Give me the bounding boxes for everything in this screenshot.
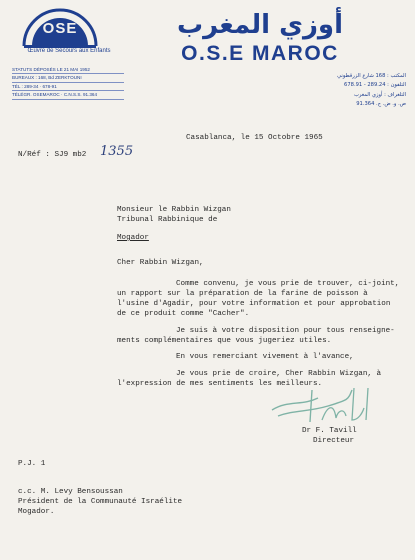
paragraph-line: un rapport sur la préparation de la farine de poisson à xyxy=(117,290,368,298)
signatory-title: Directeur xyxy=(313,437,355,445)
recipient-line: Tribunal Rabbinique de xyxy=(117,216,218,224)
place-date: Casablanca, le 15 Octobre 1965 xyxy=(186,134,323,142)
paragraph-line: En vous remerciant vivement à l'avance, xyxy=(176,353,354,361)
right-info-line: المكتب : 168 شارع الزرقطوني xyxy=(337,73,406,79)
right-info-line: التلغراف : أوزي المغرب xyxy=(354,91,406,98)
signatory-name: Dr F. Tavill xyxy=(302,427,357,435)
left-info-line: BUREAUX : 168, Bd ZERKTOUNI xyxy=(12,74,124,82)
salutation: Cher Rabbin Wizgan, xyxy=(117,259,204,267)
letterhead-left-info xyxy=(12,66,124,100)
paragraph-line: Je suis à votre disposition pour tous renseigne- xyxy=(176,327,395,335)
paragraph-line: Je vous prie de croire, Cher Rabbin Wizgan, à xyxy=(176,370,382,378)
paragraph-line: l'expression de mes sentiments les meilleurs. xyxy=(117,380,323,388)
reference: N/Réf : SJ9 mb2 xyxy=(18,151,87,159)
handwritten-signature xyxy=(268,380,378,430)
org-name: Œuvre de Secours aux Enfants xyxy=(27,48,111,54)
enclosure: P.J. 1 xyxy=(18,460,46,468)
recipient-city: Mogador xyxy=(117,234,149,242)
left-info-line: STATUTS DÉPOSÉS LE 21 MAI 1952 xyxy=(12,66,124,74)
right-info-line: ص. و. ض. ج. 91.364 xyxy=(356,101,406,108)
left-info-line: TÉL : 289-34 · 678-91 xyxy=(12,83,124,91)
paragraph-line: l'usine d'Agadir, pour votre information et pour approbation xyxy=(117,300,391,308)
recipient-line: Monsieur le Rabbin Wizgan xyxy=(117,206,231,214)
paragraph-line: ments complémentaires que vous jugeriez utiles. xyxy=(117,337,332,345)
cc-line: c.c. M. Levy Bensoussan xyxy=(18,488,123,496)
cc-line: Mogador. xyxy=(18,508,55,516)
reference-handwritten: 1355 xyxy=(100,144,134,159)
cc-line: Président de la Communauté Israélite xyxy=(18,498,183,506)
logo-text: OSE xyxy=(42,20,78,37)
latin-title: O.S.E MAROC xyxy=(181,42,339,65)
paragraph-line: Comme convenu, je vous prie de trouver, ci-joint, xyxy=(176,280,400,288)
left-info-line: TÉLÉGR. OSEMAROC · C.N.S.S. 91.364 xyxy=(12,91,124,99)
paragraph-line: de ce produit comme "Cacher". xyxy=(117,310,250,318)
arabic-title: أوزي المغرب xyxy=(176,10,343,40)
letterhead-right-info xyxy=(270,72,406,110)
right-info-line: التلفون : 289.24 - 678.91 xyxy=(344,82,406,89)
